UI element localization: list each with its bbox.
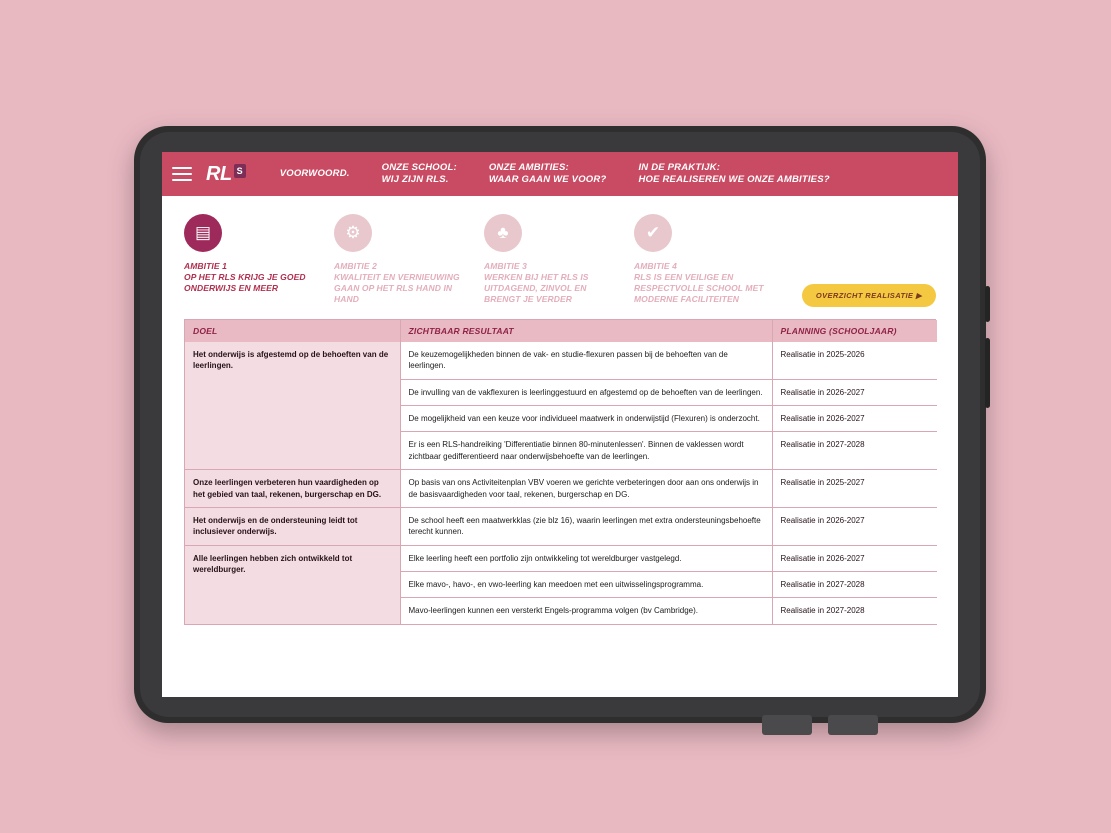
cell-resultaat: De school heeft een maatwerkklas (zie blz 16), waarin leerlingen met extra ondersteuningsbehoefte terecht kunnen. (400, 507, 772, 545)
shield-check-icon (634, 214, 672, 252)
ambitie-4-glyph: ✔ (645, 223, 661, 242)
cell-resultaat: De mogelijkheid van een keuze voor individueel maatwerk in onderwijstijd (Flexuren) is onderzocht. (400, 406, 772, 432)
cell-planning: Realisatie in 2027-2028 (772, 571, 937, 597)
nav-item-voorwoord-line1: VOORWOORD. (279, 168, 350, 180)
ambitie-1-label (184, 261, 324, 294)
cell-planning: Realisatie in 2026-2027 (772, 545, 937, 571)
cell-resultaat: Er is een RLS-handreiking 'Differentiatie binnen 80-minutenlessen'. Binnen de vaklessen wordt zichtbaar gedifferentieerd naar onderwijsbehoefte van de leerlingen. (400, 432, 772, 470)
ambitie-4-title: RLS IS EEN VEILIGE EN RESPECTVOLLE SCHOOL MET MODERNE FACILITEITEN (634, 271, 764, 304)
ambitie-tab-3[interactable] (484, 214, 624, 305)
book-icon (184, 214, 222, 252)
column-header-planning: PLANNING (SCHOOLJAAR) (772, 320, 937, 342)
cell-planning: Realisatie in 2026-2027 (772, 406, 937, 432)
ambitie-3-number: AMBITIE 3 (484, 261, 527, 271)
ambitie-1-title: OP HET RLS KRIJG JE GOED ONDERWIJS EN MEER (184, 271, 306, 293)
top-navigation-bar (162, 152, 958, 196)
nav-item-onze-school[interactable] (382, 162, 457, 186)
table-row (185, 470, 937, 508)
nav-item-in-de-praktijk-line1: IN DE PRAKTIJK: (638, 162, 721, 174)
cell-resultaat: Op basis van ons Activiteitenplan VBV voeren we gerichte verbeteringen door aan ons onderwijs in de basisvaardigheden voor taal, rekenen, burgerschap en DG. (400, 470, 772, 508)
logo-badge: S (234, 164, 246, 178)
table-row (185, 507, 937, 545)
overzicht-button-wrap (802, 214, 936, 307)
cell-planning: Realisatie in 2027-2028 (772, 598, 937, 624)
ambitie-4-label (634, 261, 774, 305)
ambitie-1-number: AMBITIE 1 (184, 261, 227, 271)
nav-item-onze-school-line1: ONZE SCHOOL: (381, 162, 457, 174)
cell-resultaat: Mavo-leerlingen kunnen een versterkt Engels-programma volgen (bv Cambridge). (400, 598, 772, 624)
tablet-volume-button[interactable] (985, 286, 990, 322)
cell-doel: Onze leerlingen verbeteren hun vaardigheden op het gebied van taal, rekenen, burgerschap en DG. (185, 470, 400, 508)
ambitie-2-glyph: ⚙ (345, 223, 361, 242)
cell-resultaat: De keuzemogelijkheden binnen de vak- en studie-flexuren passen bij de behoeften van de leerlingen. (400, 342, 772, 379)
ambitie-tab-1[interactable] (184, 214, 324, 294)
cell-resultaat: Elke mavo-, havo-, en vwo-leerling kan meedoen met een uitwisselingsprogramma. (400, 571, 772, 597)
tablet-stand-right (828, 715, 878, 735)
cell-planning: Realisatie in 2025-2026 (772, 342, 937, 379)
cell-resultaat: Elke leerling heeft een portfolio zijn ontwikkeling tot wereldburger vastgelegd. (400, 545, 772, 571)
logo-text: RL (206, 162, 232, 185)
cell-planning: Realisatie in 2026-2027 (772, 379, 937, 405)
ambitie-2-title: KWALITEIT EN VERNIEUWING GAAN OP HET RLS HAND IN HAND (334, 271, 460, 304)
table-header (185, 320, 937, 342)
ambitie-1-glyph: ▤ (194, 223, 212, 242)
cell-doel: Het onderwijs en de ondersteuning leidt tot inclusiever onderwijs. (185, 507, 400, 545)
ambitie-3-label (484, 261, 624, 305)
cell-planning: Realisatie in 2027-2028 (772, 432, 937, 470)
cell-doel: Het onderwijs is afgestemd op de behoeften van de leerlingen. (185, 342, 400, 470)
table-row (185, 342, 937, 379)
hamburger-menu-icon[interactable] (172, 167, 192, 181)
table-header-row (185, 320, 937, 342)
column-header-zichtbaar-resultaat: ZICHTBAAR RESULTAAT (400, 320, 772, 342)
lightbulb-icon (334, 214, 372, 252)
nav-item-onze-ambities-line2: WAAR GAAN WE VOOR? (488, 174, 607, 185)
ambitie-tab-2[interactable] (334, 214, 474, 305)
realisatie-table-wrap (184, 319, 936, 625)
overzicht-realisatie-button[interactable]: OVERZICHT REALISATIE ▶ (802, 284, 936, 307)
tablet-screen (162, 152, 958, 697)
tablet-power-button[interactable] (985, 338, 990, 408)
nav-item-in-de-praktijk[interactable] (638, 162, 829, 186)
ambities-selector (162, 196, 958, 313)
ambitie-4-number: AMBITIE 4 (634, 261, 677, 271)
column-header-doel: DOEL (185, 320, 400, 342)
cell-doel: Alle leerlingen hebben zich ontwikkeld tot wereldburger. (185, 545, 400, 624)
site-logo[interactable] (206, 163, 246, 186)
ambitie-2-number: AMBITIE 2 (334, 261, 377, 271)
apple-icon (484, 214, 522, 252)
nav-item-in-de-praktijk-line2: HOE REALISEREN WE ONZE AMBITIES? (638, 174, 830, 185)
cell-planning: Realisatie in 2025-2027 (772, 470, 937, 508)
nav-item-onze-ambities[interactable] (489, 162, 607, 186)
cell-planning: Realisatie in 2026-2027 (772, 507, 937, 545)
tablet-stand-left (762, 715, 812, 735)
cell-resultaat: De invulling van de vakflexuren is leerlinggestuurd en afgestemd op de behoeften van de leerlingen. (400, 379, 772, 405)
tablet-device (134, 126, 986, 723)
ambitie-3-glyph: ♣ (497, 223, 509, 242)
table-body (185, 342, 937, 624)
nav-item-onze-school-line2: WIJ ZIJN RLS. (381, 174, 449, 185)
nav-item-voorwoord[interactable] (280, 168, 350, 180)
table-row (185, 545, 937, 571)
ambitie-3-title: WERKEN BIJ HET RLS IS UITDAGEND, ZINVOL EN BRENGT JE VERDER (484, 271, 589, 304)
nav-item-onze-ambities-line1: ONZE AMBITIES: (488, 162, 569, 174)
realisatie-table (185, 320, 937, 625)
ambitie-tab-4[interactable] (634, 214, 774, 305)
ambitie-2-label (334, 261, 474, 305)
